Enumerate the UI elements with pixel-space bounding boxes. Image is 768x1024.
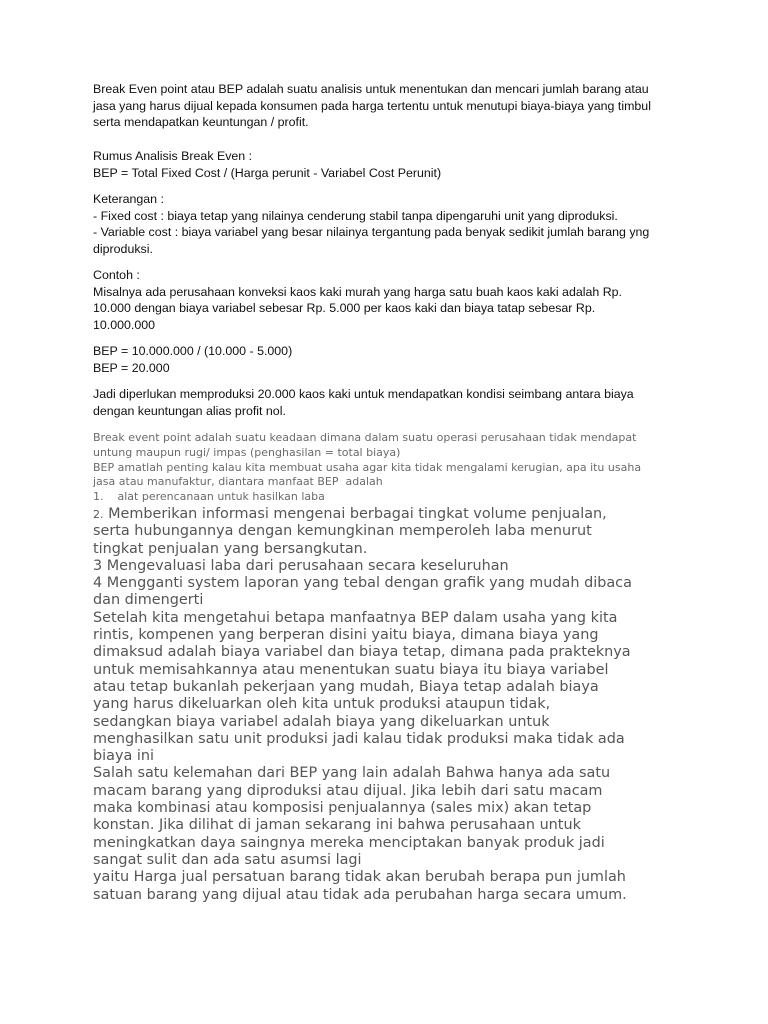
text-line: biaya ini <box>93 748 154 765</box>
rumus-heading: Rumus Analisis Break Even : <box>93 149 253 163</box>
text-line: menghasilkan satu unit produksi jadi kalau tidak produksi maka tidak ada <box>93 730 625 747</box>
text-line: yaitu Harga jual persatuan barang tidak akan berubah berapa pun jumlah <box>93 869 626 886</box>
text-line: dengan keuntungan alias profit nol. <box>93 403 286 418</box>
benefits-list <box>93 506 693 904</box>
text-line: atau tetap bukanlah pekerjaan yang mudah, Biaya tetap adalah biaya <box>93 678 599 695</box>
list-item-1 <box>93 490 693 505</box>
text-line: - Fixed cost : biaya tetap yang nilainya cenderung stabil tanpa dipengaruhi unit yang diproduksi. <box>93 208 618 223</box>
text-line: satuan barang yang dijual atau tidak ada perubahan harga secara umum. <box>93 886 627 903</box>
text-line: serta hubungannya dengan kemungkinan memperoleh laba menurut <box>93 523 592 540</box>
calculation-section <box>93 343 693 376</box>
text-line: sangat sulit dan ada satu asumsi lagi <box>93 851 362 868</box>
text-line: 10.000.000 <box>93 317 156 332</box>
text-line: Break event point adalah suatu keadaan dimana dalam suatu operasi perusahaan tidak mendapat <box>93 431 637 444</box>
list-item-4: 4 Mengganti system laporan yang tebal dengan grafik yang mudah dibaca <box>93 575 632 592</box>
text-line: Break Even point atau BEP adalah suatu analisis untuk menentukan dan mencari jumlah barang atau <box>93 82 649 96</box>
text-line: rintis, kompenen yang berperan disini yaitu biaya, dimana biaya yang <box>93 627 599 644</box>
text-line: Jadi diperlukan memproduksi 20.000 kaos kaki untuk mendapatkan kondisi seimbang antara biaya <box>93 387 634 401</box>
text-line: BEP amatlah penting kalau kita membuat usaha agar kita tidak mengalami kerugian, apa itu usaha <box>93 460 642 474</box>
text-line: tingkat penjualan yang bersangkutan. <box>93 540 368 557</box>
text-line: jasa yang harus dijual kepada konsumen pada harga tertentu untuk menutupi biaya-biaya yang timbul <box>93 98 651 113</box>
list-item-2 <box>93 506 693 523</box>
contoh-heading: Contoh : <box>93 268 140 282</box>
intro-paragraph <box>93 81 693 131</box>
text-line: maka kombinasi atau komposisi penjualannya (sales mix) akan tetap <box>93 800 592 817</box>
calc-line: BEP = 10.000.000 / (10.000 - 5.000) <box>93 344 293 358</box>
calc-line: BEP = 20.000 <box>93 360 170 375</box>
text-line: meningkatkan daya saingnya mereka menciptakan banyak produk jadi <box>93 834 605 851</box>
conclusion-paragraph <box>93 386 693 419</box>
contoh-section <box>93 267 693 333</box>
bep-definition-paragraph <box>93 431 693 505</box>
text-line: yang harus dikeluarkan oleh kita untuk produksi ataupun tidak, <box>93 696 551 713</box>
list-text: Memberikan informasi mengenai berbagai tingkat volume penjualan, <box>103 506 607 522</box>
text-line: dan dimengerti <box>93 592 204 609</box>
text-line: Salah satu kelemahan dari BEP yang lain adalah Bahwa hanya ada satu <box>93 765 611 782</box>
text-line: dimaksud adalah biaya variabel dan biaya tetap, dimana pada prakteknya <box>93 644 631 661</box>
list-text: alat perencanaan untuk hasilkan laba <box>117 490 325 504</box>
list-item-3: 3 Mengevaluasi laba dari perusahaan secara keseluruhan <box>93 557 509 574</box>
text-line: 10.000 dengan biaya variabel sebesar Rp. 5.000 per kaos kaki dan biaya tatap sebesar Rp. <box>93 301 596 315</box>
keterangan-section <box>93 191 693 257</box>
rumus-formula: BEP = Total Fixed Cost / (Harga perunit - Variabel Cost Perunit) <box>93 165 442 180</box>
text-line: jasa atau manufaktur, diantara manfaat BEP adalah <box>93 475 383 489</box>
text-line: untuk memisahkannya atau menentukan suatu biaya itu biaya variabel <box>93 661 609 678</box>
text-line: Misalnya ada perusahaan konveksi kaos kaki murah yang harga satu buah kaos kaki adalah Rp. <box>93 284 622 299</box>
text-line: Setelah kita mengetahui betapa manfaatnya BEP dalam usaha yang kita <box>93 609 618 626</box>
keterangan-heading: Keterangan : <box>93 192 164 206</box>
text-line: sedangkan biaya variabel adalah biaya yang dikeluarkan untuk <box>93 713 550 730</box>
list-number: 1. <box>93 490 104 504</box>
rumus-section <box>93 148 693 181</box>
list-number: 2. <box>93 508 104 521</box>
text-line: - Variable cost : biaya variabel yang besar nilainya tergantung pada benyak sedikit jumlah barang yng <box>93 225 650 239</box>
text-line: konstan. Jika dilihat di jaman sekarang ini bahwa perusahaan untuk <box>93 817 581 834</box>
text-line: diproduksi. <box>93 241 153 256</box>
text-line: untung maupun rugi/ impas (penghasilan = total biaya) <box>93 445 401 459</box>
text-line: macam barang yang diproduksi atau dijual. Jika lebih dari satu macam <box>93 782 603 799</box>
text-line: serta mendapatkan keuntungan / profit. <box>93 115 309 129</box>
